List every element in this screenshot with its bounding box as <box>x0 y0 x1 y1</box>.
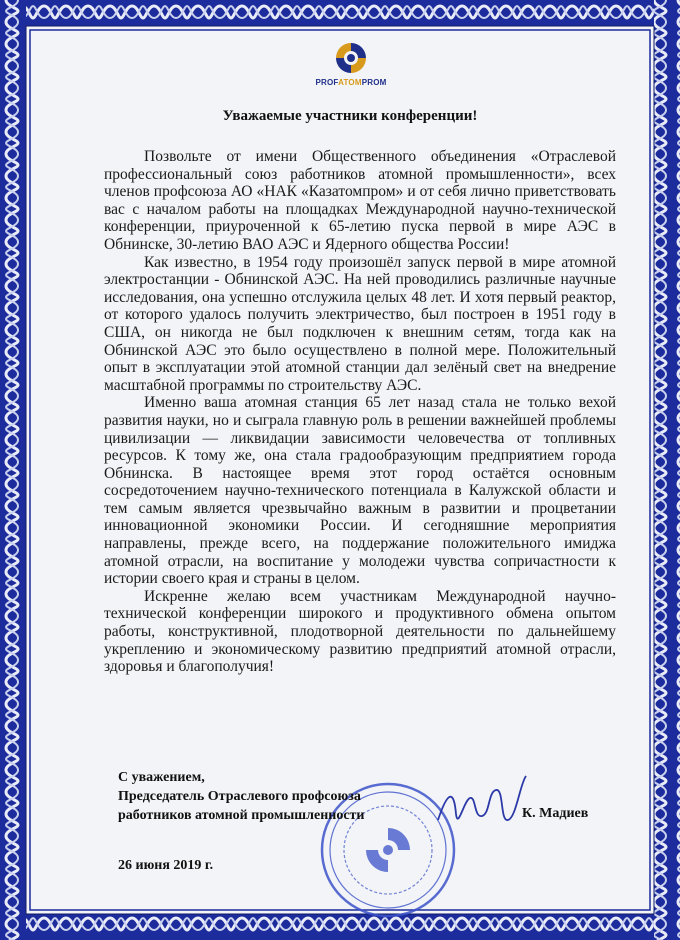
signatory-name: К. Мадиев <box>522 806 589 821</box>
profatomprom-logo <box>296 38 406 90</box>
letter-greeting-title: Уважаемые участники конференции! <box>222 108 478 124</box>
paragraph-2: Как известно, в 1954 году произошёл запуск первой в мире атомной электростанции - Обнинской АЭС. На ней проводились различные научные исследования, она успешно отслужила целых 48 лет. И хотя первый реактор, от которого удалось получить электричество, был построен в 1951 году в США, он никогда не был подключен к внешним сетям, тогда как на Обнинской АЭС это было осуществлено в полной мере. Положительный опыт в эксплуатации этой атомной станции дал зелёный свет на внедрение масштабной программы по строительству АЭС. <box>104 253 616 394</box>
atom-emblem-icon <box>296 38 406 78</box>
paragraph-4: Искренне желаю всем участникам Международной научно-технической конференции широкого и продуктивного обмена опытом работы, конструктивной, плодотворной деятельности по дальнейшему укреплению и экономическому развитию предприятий атомной отрасли, здоровья и благополучия! <box>104 587 616 676</box>
letter-date: 26 июня 2019 г. <box>118 858 214 873</box>
letter-body <box>104 148 616 676</box>
paragraph-3: Именно ваша атомная станция 65 лет назад стала не только вехой развития науки, но и сыграла главную роль в решении важнейшей проблемы цивилизации — ликвидации зависимости человечества от топливных ресурсов. К тому же, она стала градообразующим предприятием города Обнинска. В настоящее время этот город остаётся основным сосредоточением научно-технического потенциала в Калужской области и тем самым является чрезвычайно важным в развитии и процветании инновационной экономики России. И сегодняшние мероприятия направлены, прежде всего, на поддержание положительного имиджа атомной отрасли, на воспитание у молодежи чувства сопричастности к истории своего края и страны в целом. <box>104 394 616 588</box>
paragraph-1: Позвольте от имени Общественного объединения «Отраслевой профессиональный союз работников атомной промышленности», всех членов профсоюза АО «НАК «Казатомпром» и от себя лично приветствовать вас с началом работы на площадках Международной научно-технической конференции, приуроченной к 65-летию пуска первой в мире АЭС в Обнинске, 30-летию ВАО АЭС и Ядерного общества России! <box>104 148 616 253</box>
logo-wordmark: PROFATOMPROM <box>315 78 387 87</box>
signatory-position-line1: Председатель Отраслевого профсоюза <box>118 789 361 804</box>
signatory-position-line2: работников атомной промышленности <box>118 808 365 823</box>
signature-block <box>118 768 364 825</box>
closing-salutation: С уважением, <box>118 770 205 785</box>
handwritten-signature <box>430 770 540 840</box>
